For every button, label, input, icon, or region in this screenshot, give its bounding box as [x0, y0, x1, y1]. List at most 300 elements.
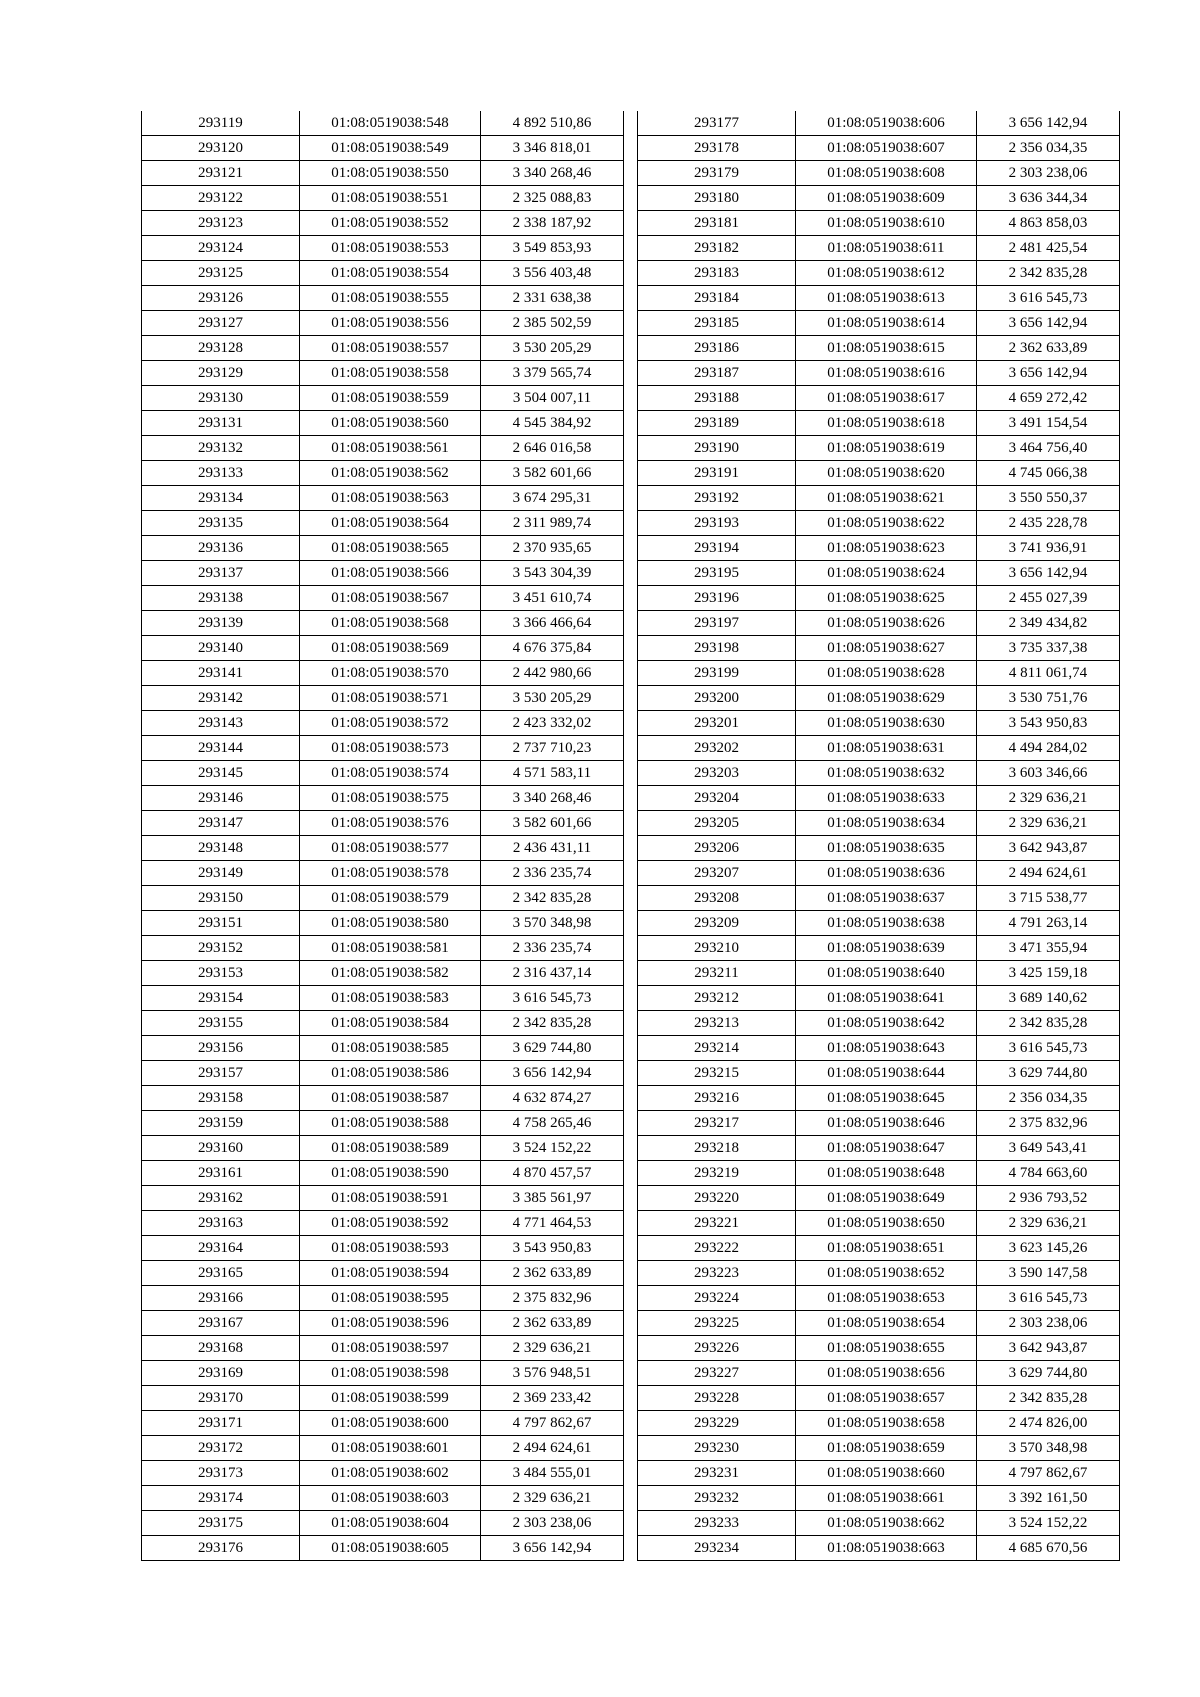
row-number-cell: 293219	[638, 1161, 796, 1186]
value-cell: 2 329 636,21	[977, 1211, 1120, 1236]
value-cell: 3 674 295,31	[481, 486, 624, 511]
value-cell: 2 329 636,21	[481, 1486, 624, 1511]
cadastral-number-cell: 01:08:0519038:548	[300, 111, 481, 136]
row-number-cell: 293221	[638, 1211, 796, 1236]
table-row	[638, 1061, 1120, 1086]
table-row	[638, 1511, 1120, 1536]
table-row	[638, 911, 1120, 936]
cadastral-number-cell: 01:08:0519038:576	[300, 811, 481, 836]
row-number-cell: 293213	[638, 1011, 796, 1036]
value-cell: 2 336 235,74	[481, 861, 624, 886]
table-row	[142, 636, 624, 661]
row-number-cell: 293151	[142, 911, 300, 936]
value-cell: 2 737 710,23	[481, 736, 624, 761]
row-number-cell: 293184	[638, 286, 796, 311]
cadastral-number-cell: 01:08:0519038:648	[796, 1161, 977, 1186]
value-cell: 3 504 007,11	[481, 386, 624, 411]
row-number-cell: 293207	[638, 861, 796, 886]
value-cell: 3 570 348,98	[481, 911, 624, 936]
cadastral-number-cell: 01:08:0519038:614	[796, 311, 977, 336]
cadastral-number-cell: 01:08:0519038:611	[796, 236, 977, 261]
table-row	[638, 361, 1120, 386]
table-row	[638, 1186, 1120, 1211]
row-number-cell: 293187	[638, 361, 796, 386]
value-cell: 4 811 061,74	[977, 661, 1120, 686]
cadastral-number-cell: 01:08:0519038:581	[300, 936, 481, 961]
cadastral-number-cell: 01:08:0519038:607	[796, 136, 977, 161]
value-cell: 3 616 545,73	[481, 986, 624, 1011]
table-row	[142, 1111, 624, 1136]
cadastral-number-cell: 01:08:0519038:619	[796, 436, 977, 461]
cadastral-number-cell: 01:08:0519038:610	[796, 211, 977, 236]
table-row	[638, 386, 1120, 411]
value-cell: 2 342 835,28	[481, 886, 624, 911]
cadastral-number-cell: 01:08:0519038:617	[796, 386, 977, 411]
row-number-cell: 293128	[142, 336, 300, 361]
row-number-cell: 293168	[142, 1336, 300, 1361]
value-cell: 2 375 832,96	[481, 1286, 624, 1311]
table-row	[638, 161, 1120, 186]
value-cell: 4 791 263,14	[977, 911, 1120, 936]
cadastral-number-cell: 01:08:0519038:549	[300, 136, 481, 161]
table-row	[638, 1461, 1120, 1486]
table-row	[142, 1511, 624, 1536]
cadastral-number-cell: 01:08:0519038:565	[300, 536, 481, 561]
table-row	[638, 1311, 1120, 1336]
cadastral-number-cell: 01:08:0519038:658	[796, 1411, 977, 1436]
value-cell: 4 676 375,84	[481, 636, 624, 661]
cadastral-number-cell: 01:08:0519038:593	[300, 1236, 481, 1261]
table-row	[638, 1486, 1120, 1511]
value-cell: 2 325 088,83	[481, 186, 624, 211]
table-row	[142, 286, 624, 311]
table-row	[638, 1211, 1120, 1236]
value-cell: 4 870 457,57	[481, 1161, 624, 1186]
row-number-cell: 293146	[142, 786, 300, 811]
cadastral-number-cell: 01:08:0519038:569	[300, 636, 481, 661]
row-number-cell: 293190	[638, 436, 796, 461]
value-cell: 2 436 431,11	[481, 836, 624, 861]
row-number-cell: 293209	[638, 911, 796, 936]
row-number-cell: 293225	[638, 1311, 796, 1336]
row-number-cell: 293195	[638, 561, 796, 586]
cadastral-number-cell: 01:08:0519038:559	[300, 386, 481, 411]
row-number-cell: 293154	[142, 986, 300, 1011]
value-cell: 3 741 936,91	[977, 536, 1120, 561]
row-number-cell: 293133	[142, 461, 300, 486]
value-cell: 3 590 147,58	[977, 1261, 1120, 1286]
table-row	[142, 761, 624, 786]
value-cell: 2 369 233,42	[481, 1386, 624, 1411]
value-cell: 2 342 835,28	[481, 1011, 624, 1036]
cadastral-number-cell: 01:08:0519038:656	[796, 1361, 977, 1386]
cadastral-number-cell: 01:08:0519038:586	[300, 1061, 481, 1086]
cadastral-number-cell: 01:08:0519038:600	[300, 1411, 481, 1436]
value-cell: 3 656 142,94	[481, 1061, 624, 1086]
row-number-cell: 293165	[142, 1261, 300, 1286]
value-cell: 2 455 027,39	[977, 586, 1120, 611]
row-number-cell: 293157	[142, 1061, 300, 1086]
row-number-cell: 293232	[638, 1486, 796, 1511]
cadastral-number-cell: 01:08:0519038:577	[300, 836, 481, 861]
table-row	[638, 936, 1120, 961]
table-row	[142, 1211, 624, 1236]
value-cell: 3 689 140,62	[977, 986, 1120, 1011]
table-row	[638, 711, 1120, 736]
value-cell: 2 316 437,14	[481, 961, 624, 986]
value-cell: 2 338 187,92	[481, 211, 624, 236]
cadastral-number-cell: 01:08:0519038:570	[300, 661, 481, 686]
cadastral-number-cell: 01:08:0519038:583	[300, 986, 481, 1011]
value-cell: 4 632 874,27	[481, 1086, 624, 1111]
cadastral-number-cell: 01:08:0519038:609	[796, 186, 977, 211]
row-number-cell: 293158	[142, 1086, 300, 1111]
value-cell: 3 524 152,22	[481, 1136, 624, 1161]
table-row	[638, 1086, 1120, 1111]
value-cell: 3 530 205,29	[481, 686, 624, 711]
row-number-cell: 293166	[142, 1286, 300, 1311]
value-cell: 2 481 425,54	[977, 236, 1120, 261]
table-row	[638, 836, 1120, 861]
table-row	[142, 611, 624, 636]
row-number-cell: 293169	[142, 1361, 300, 1386]
row-number-cell: 293204	[638, 786, 796, 811]
cadastral-number-cell: 01:08:0519038:550	[300, 161, 481, 186]
value-cell: 2 342 835,28	[977, 261, 1120, 286]
row-number-cell: 293214	[638, 1036, 796, 1061]
table-row	[638, 511, 1120, 536]
cadastral-number-cell: 01:08:0519038:643	[796, 1036, 977, 1061]
value-cell: 2 423 332,02	[481, 711, 624, 736]
row-number-cell: 293211	[638, 961, 796, 986]
row-number-cell: 293123	[142, 211, 300, 236]
value-cell: 4 571 583,11	[481, 761, 624, 786]
cadastral-number-cell: 01:08:0519038:579	[300, 886, 481, 911]
table-row	[142, 1036, 624, 1061]
value-cell: 2 303 238,06	[977, 161, 1120, 186]
row-number-cell: 293176	[142, 1536, 300, 1561]
cadastral-number-cell: 01:08:0519038:601	[300, 1436, 481, 1461]
value-cell: 3 556 403,48	[481, 261, 624, 286]
cadastral-number-cell: 01:08:0519038:642	[796, 1011, 977, 1036]
value-cell: 2 435 228,78	[977, 511, 1120, 536]
table-row	[638, 761, 1120, 786]
value-cell: 3 629 744,80	[977, 1361, 1120, 1386]
cadastral-number-cell: 01:08:0519038:574	[300, 761, 481, 786]
row-number-cell: 293186	[638, 336, 796, 361]
value-cell: 3 379 565,74	[481, 361, 624, 386]
cadastral-number-cell: 01:08:0519038:584	[300, 1011, 481, 1036]
value-cell: 4 494 284,02	[977, 736, 1120, 761]
table-row	[142, 1361, 624, 1386]
row-number-cell: 293173	[142, 1461, 300, 1486]
row-number-cell: 293140	[142, 636, 300, 661]
row-number-cell: 293148	[142, 836, 300, 861]
row-number-cell: 293124	[142, 236, 300, 261]
table-row	[142, 1336, 624, 1361]
cadastral-number-cell: 01:08:0519038:639	[796, 936, 977, 961]
value-cell: 3 576 948,51	[481, 1361, 624, 1386]
row-number-cell: 293147	[142, 811, 300, 836]
value-cell: 2 303 238,06	[977, 1311, 1120, 1336]
cadastral-number-cell: 01:08:0519038:606	[796, 111, 977, 136]
row-number-cell: 293193	[638, 511, 796, 536]
row-number-cell: 293233	[638, 1511, 796, 1536]
cadastral-number-cell: 01:08:0519038:655	[796, 1336, 977, 1361]
row-number-cell: 293142	[142, 686, 300, 711]
value-cell: 3 616 545,73	[977, 1286, 1120, 1311]
table-row	[142, 1061, 624, 1086]
table-row	[142, 961, 624, 986]
table-row	[638, 611, 1120, 636]
value-cell: 3 543 304,39	[481, 561, 624, 586]
cadastral-number-cell: 01:08:0519038:554	[300, 261, 481, 286]
row-number-cell: 293126	[142, 286, 300, 311]
cadastral-number-cell: 01:08:0519038:635	[796, 836, 977, 861]
table-row	[142, 1161, 624, 1186]
table-row	[142, 386, 624, 411]
cadastral-number-cell: 01:08:0519038:592	[300, 1211, 481, 1236]
value-cell: 2 349 434,82	[977, 611, 1120, 636]
table-row	[142, 1461, 624, 1486]
table-row	[638, 1361, 1120, 1386]
row-number-cell: 293228	[638, 1386, 796, 1411]
cadastral-number-cell: 01:08:0519038:572	[300, 711, 481, 736]
cadastral-number-cell: 01:08:0519038:657	[796, 1386, 977, 1411]
cadastral-number-cell: 01:08:0519038:598	[300, 1361, 481, 1386]
row-number-cell: 293217	[638, 1111, 796, 1136]
row-number-cell: 293194	[638, 536, 796, 561]
table-row	[638, 1111, 1120, 1136]
row-number-cell: 293175	[142, 1511, 300, 1536]
cadastral-number-cell: 01:08:0519038:612	[796, 261, 977, 286]
table-row	[638, 136, 1120, 161]
cadastral-number-cell: 01:08:0519038:608	[796, 161, 977, 186]
table-row	[142, 1411, 624, 1436]
row-number-cell: 293125	[142, 261, 300, 286]
value-cell: 3 543 950,83	[977, 711, 1120, 736]
value-cell: 2 494 624,61	[977, 861, 1120, 886]
table-row	[142, 1311, 624, 1336]
value-cell: 3 656 142,94	[977, 311, 1120, 336]
table-row	[142, 886, 624, 911]
value-cell: 2 336 235,74	[481, 936, 624, 961]
row-number-cell: 293145	[142, 761, 300, 786]
table-row	[142, 1011, 624, 1036]
cadastral-number-cell: 01:08:0519038:645	[796, 1086, 977, 1111]
row-number-cell: 293155	[142, 1011, 300, 1036]
table-row	[638, 536, 1120, 561]
row-number-cell: 293171	[142, 1411, 300, 1436]
value-cell: 3 656 142,94	[977, 361, 1120, 386]
table-row	[638, 1036, 1120, 1061]
value-cell: 3 524 152,22	[977, 1511, 1120, 1536]
value-cell: 2 311 989,74	[481, 511, 624, 536]
value-cell: 3 735 337,38	[977, 636, 1120, 661]
value-cell: 4 771 464,53	[481, 1211, 624, 1236]
table-row	[638, 1236, 1120, 1261]
table-row	[142, 1186, 624, 1211]
table-row	[142, 786, 624, 811]
table-row	[638, 811, 1120, 836]
cadastral-number-cell: 01:08:0519038:615	[796, 336, 977, 361]
cadastral-number-cell: 01:08:0519038:659	[796, 1436, 977, 1461]
row-number-cell: 293197	[638, 611, 796, 636]
cadastral-number-cell: 01:08:0519038:573	[300, 736, 481, 761]
cadastral-number-cell: 01:08:0519038:660	[796, 1461, 977, 1486]
cadastral-number-cell: 01:08:0519038:587	[300, 1086, 481, 1111]
table-row	[638, 1011, 1120, 1036]
table-row	[142, 486, 624, 511]
value-cell: 2 342 835,28	[977, 1011, 1120, 1036]
cadastral-number-cell: 01:08:0519038:596	[300, 1311, 481, 1336]
table-row	[638, 1161, 1120, 1186]
table-row	[142, 1436, 624, 1461]
row-number-cell: 293129	[142, 361, 300, 386]
value-cell: 2 442 980,66	[481, 661, 624, 686]
cadastral-table-right	[637, 111, 1120, 1561]
cadastral-number-cell: 01:08:0519038:631	[796, 736, 977, 761]
row-number-cell: 293198	[638, 636, 796, 661]
table-row	[638, 286, 1120, 311]
row-number-cell: 293127	[142, 311, 300, 336]
row-number-cell: 293192	[638, 486, 796, 511]
row-number-cell: 293149	[142, 861, 300, 886]
row-number-cell: 293189	[638, 411, 796, 436]
row-number-cell: 293120	[142, 136, 300, 161]
row-number-cell: 293222	[638, 1236, 796, 1261]
row-number-cell: 293144	[142, 736, 300, 761]
cadastral-number-cell: 01:08:0519038:613	[796, 286, 977, 311]
value-cell: 3 425 159,18	[977, 961, 1120, 986]
row-number-cell: 293183	[638, 261, 796, 286]
value-cell: 2 329 636,21	[977, 811, 1120, 836]
row-number-cell: 293177	[638, 111, 796, 136]
value-cell: 2 356 034,35	[977, 1086, 1120, 1111]
table-row	[142, 1261, 624, 1286]
value-cell: 2 362 633,89	[977, 336, 1120, 361]
table-row	[638, 1411, 1120, 1436]
table-row	[142, 186, 624, 211]
cadastral-number-cell: 01:08:0519038:649	[796, 1186, 977, 1211]
table-row	[638, 1136, 1120, 1161]
table-row	[142, 911, 624, 936]
cadastral-number-cell: 01:08:0519038:638	[796, 911, 977, 936]
table-row	[142, 461, 624, 486]
value-cell: 2 331 638,38	[481, 286, 624, 311]
table-row	[638, 986, 1120, 1011]
cadastral-number-cell: 01:08:0519038:651	[796, 1236, 977, 1261]
row-number-cell: 293223	[638, 1261, 796, 1286]
cadastral-number-cell: 01:08:0519038:633	[796, 786, 977, 811]
table-row	[638, 661, 1120, 686]
value-cell: 4 545 384,92	[481, 411, 624, 436]
row-number-cell: 293210	[638, 936, 796, 961]
cadastral-number-cell: 01:08:0519038:603	[300, 1486, 481, 1511]
value-cell: 4 892 510,86	[481, 111, 624, 136]
cadastral-number-cell: 01:08:0519038:560	[300, 411, 481, 436]
cadastral-number-cell: 01:08:0519038:634	[796, 811, 977, 836]
value-cell: 3 491 154,54	[977, 411, 1120, 436]
value-cell: 2 356 034,35	[977, 136, 1120, 161]
cadastral-number-cell: 01:08:0519038:551	[300, 186, 481, 211]
row-number-cell: 293170	[142, 1386, 300, 1411]
row-number-cell: 293139	[142, 611, 300, 636]
cadastral-number-cell: 01:08:0519038:602	[300, 1461, 481, 1486]
table-row	[638, 686, 1120, 711]
table-row	[638, 1286, 1120, 1311]
row-number-cell: 293164	[142, 1236, 300, 1261]
value-cell: 3 656 142,94	[977, 111, 1120, 136]
row-number-cell: 293179	[638, 161, 796, 186]
value-cell: 2 474 826,00	[977, 1411, 1120, 1436]
row-number-cell: 293212	[638, 986, 796, 1011]
row-number-cell: 293152	[142, 936, 300, 961]
cadastral-number-cell: 01:08:0519038:552	[300, 211, 481, 236]
value-cell: 3 623 145,26	[977, 1236, 1120, 1261]
cadastral-table-left	[141, 111, 624, 1561]
value-cell: 2 329 636,21	[481, 1336, 624, 1361]
cadastral-number-cell: 01:08:0519038:620	[796, 461, 977, 486]
cadastral-number-cell: 01:08:0519038:662	[796, 1511, 977, 1536]
value-cell: 4 797 862,67	[977, 1461, 1120, 1486]
row-number-cell: 293172	[142, 1436, 300, 1461]
row-number-cell: 293130	[142, 386, 300, 411]
cadastral-number-cell: 01:08:0519038:564	[300, 511, 481, 536]
row-number-cell: 293220	[638, 1186, 796, 1211]
table-row	[142, 561, 624, 586]
cadastral-number-cell: 01:08:0519038:575	[300, 786, 481, 811]
table-row	[142, 936, 624, 961]
row-number-cell: 293227	[638, 1361, 796, 1386]
cadastral-number-cell: 01:08:0519038:594	[300, 1261, 481, 1286]
table-row	[142, 536, 624, 561]
cadastral-number-cell: 01:08:0519038:568	[300, 611, 481, 636]
row-number-cell: 293215	[638, 1061, 796, 1086]
cadastral-number-cell: 01:08:0519038:626	[796, 611, 977, 636]
table-row	[638, 486, 1120, 511]
cadastral-number-cell: 01:08:0519038:637	[796, 886, 977, 911]
row-number-cell: 293143	[142, 711, 300, 736]
value-cell: 2 385 502,59	[481, 311, 624, 336]
row-number-cell: 293132	[142, 436, 300, 461]
cadastral-number-cell: 01:08:0519038:621	[796, 486, 977, 511]
table-row	[142, 261, 624, 286]
value-cell: 3 464 756,40	[977, 436, 1120, 461]
value-cell: 3 629 744,80	[977, 1061, 1120, 1086]
row-number-cell: 293135	[142, 511, 300, 536]
row-number-cell: 293229	[638, 1411, 796, 1436]
row-number-cell: 293159	[142, 1111, 300, 1136]
value-cell: 3 616 545,73	[977, 1036, 1120, 1061]
table-row	[142, 1286, 624, 1311]
cadastral-number-cell: 01:08:0519038:663	[796, 1536, 977, 1561]
value-cell: 3 530 205,29	[481, 336, 624, 361]
row-number-cell: 293137	[142, 561, 300, 586]
cadastral-number-cell: 01:08:0519038:661	[796, 1486, 977, 1511]
cadastral-number-cell: 01:08:0519038:591	[300, 1186, 481, 1211]
table-row	[638, 861, 1120, 886]
row-number-cell: 293178	[638, 136, 796, 161]
cadastral-number-cell: 01:08:0519038:585	[300, 1036, 481, 1061]
row-number-cell: 293136	[142, 536, 300, 561]
table-row	[142, 686, 624, 711]
row-number-cell: 293150	[142, 886, 300, 911]
cadastral-number-cell: 01:08:0519038:588	[300, 1111, 481, 1136]
cadastral-number-cell: 01:08:0519038:618	[796, 411, 977, 436]
cadastral-number-cell: 01:08:0519038:589	[300, 1136, 481, 1161]
value-cell: 2 329 636,21	[977, 786, 1120, 811]
